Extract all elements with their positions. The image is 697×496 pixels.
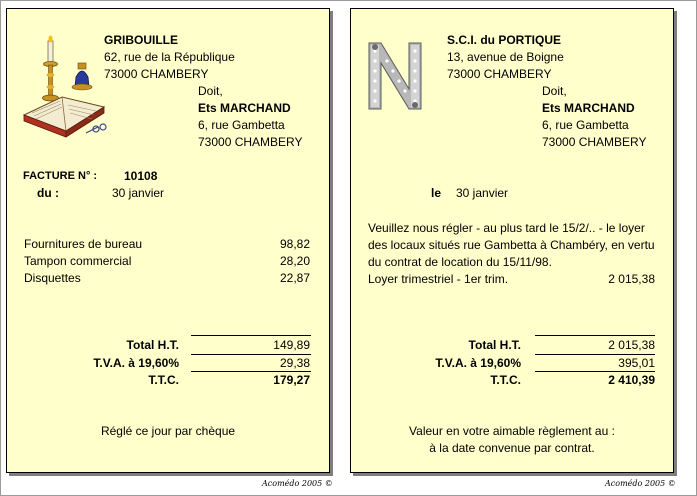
invoice-card-left [6, 8, 330, 473]
recipient-city: 73000 CHAMBERY [198, 135, 303, 149]
totals-divider [535, 354, 655, 355]
invoice-date: 30 janvier [456, 186, 509, 200]
line-item-description: Tampon commercial [24, 254, 132, 268]
book-candle-logo [22, 35, 107, 143]
line-item-amount: 98,82 [279, 237, 310, 251]
total-ht-label: Total H.T. [468, 338, 521, 352]
footer-credit-right: Acomédo 2005 © [605, 479, 676, 488]
ttc-label: T.T.C. [148, 373, 179, 387]
sender-street: 13, avenue de Boigne [447, 50, 564, 64]
sender-city: 73000 CHAMBERY [447, 67, 552, 81]
totals-divider [535, 335, 655, 336]
payment-note-line: à la date convenue par contrat. [429, 441, 595, 455]
invoice-date: 30 janvier [112, 186, 165, 200]
invoice-number: 10108 [124, 169, 158, 183]
tva-value: 29,38 [279, 356, 310, 370]
body-text-line: Veuillez nous régler - au plus tard le 15/2/.. - le loyer [368, 221, 645, 235]
owes-label: Doit, [542, 84, 567, 98]
tva-label: T.V.A. à 19,60% [435, 356, 521, 370]
payment-note: Réglé ce jour par chèque [100, 424, 236, 438]
totals-divider [191, 335, 311, 336]
total-ht-value: 2 015,38 [608, 338, 655, 352]
rent-line-amount: 2 015,38 [608, 272, 655, 286]
ttc-label: T.T.C. [490, 373, 521, 387]
total-ht-value: 149,89 [273, 338, 310, 352]
invoice-number-label: FACTURE N° : [23, 170, 98, 182]
totals-divider [535, 371, 655, 372]
tva-value: 395,01 [618, 356, 655, 370]
line-item-description: Fournitures de bureau [24, 237, 143, 251]
footer-credit-left: Acomédo 2005 © [262, 479, 333, 488]
sender-city: 73000 CHAMBERY [104, 67, 209, 81]
owes-label: Doit, [198, 84, 223, 98]
payment-note-line: Valeur en votre aimable règlement au : [409, 424, 615, 438]
ttc-value: 179,27 [273, 373, 310, 387]
line-item-amount: 22,87 [279, 271, 310, 285]
recipient-name: Ets MARCHAND [198, 101, 291, 115]
rent-line-description: Loyer trimestriel - 1er trim. [368, 272, 509, 286]
total-ht-label: Total H.T. [126, 338, 179, 352]
ttc-value: 2 410,39 [608, 373, 655, 387]
invoice-date-label: du : [37, 186, 59, 200]
tva-label: T.V.A. à 19,60% [93, 356, 179, 370]
n-lettermark-logo [365, 37, 425, 113]
body-text-line: des locaux situés rue Gambetta à Chambéry, en vertu [368, 238, 655, 252]
recipient-street: 6, rue Gambetta [542, 118, 629, 132]
sender-street: 62, rue de la République [104, 50, 235, 64]
date-label: le [431, 186, 442, 200]
recipient-name: Ets MARCHAND [542, 101, 635, 115]
totals-divider [191, 354, 311, 355]
line-item-description: Disquettes [24, 271, 81, 285]
recipient-street: 6, rue Gambetta [198, 118, 285, 132]
recipient-city: 73000 CHAMBERY [542, 135, 647, 149]
body-text-line: du contrat de location du 15/11/98. [368, 255, 552, 269]
line-item-amount: 28,20 [279, 254, 310, 268]
totals-divider [191, 371, 311, 372]
sender-name: GRIBOUILLE [104, 33, 178, 47]
invoice-card-right [350, 8, 674, 473]
sender-name: S.C.I. du PORTIQUE [447, 33, 562, 47]
